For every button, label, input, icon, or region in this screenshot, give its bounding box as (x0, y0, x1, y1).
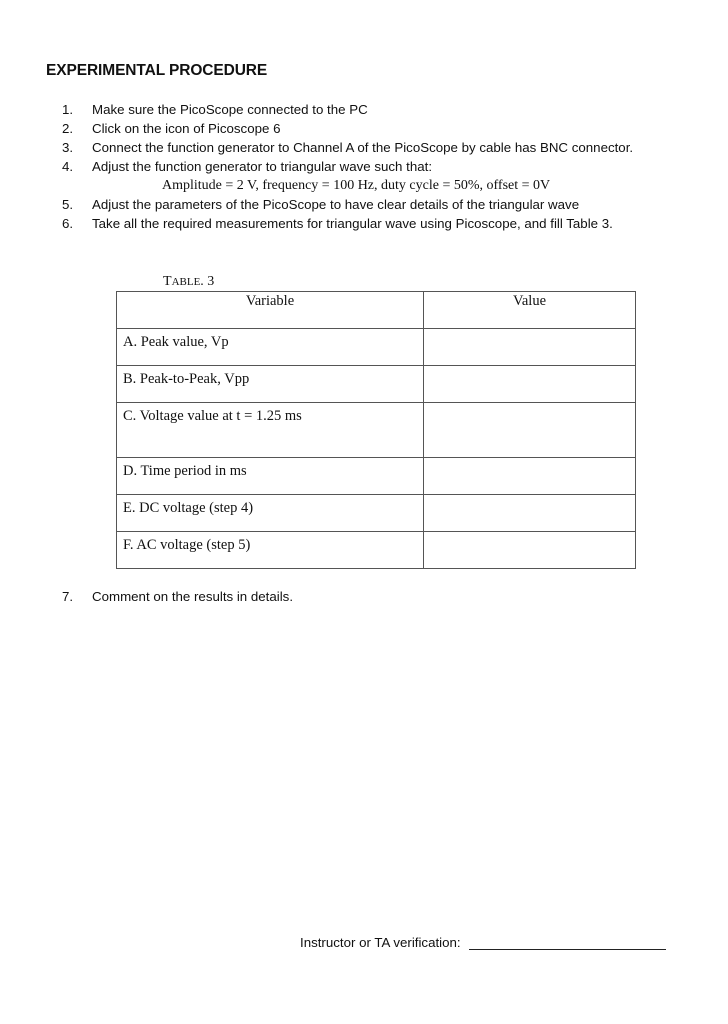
step-number: 5. (62, 197, 74, 212)
step-number: 2. (62, 121, 74, 136)
step-text: Comment on the results in details. (92, 589, 294, 604)
table-row (117, 329, 636, 366)
row-label: A. Peak value, Vp (117, 329, 424, 366)
step-number: 4. (62, 159, 74, 174)
value-cell[interactable] (424, 366, 636, 403)
list-item (62, 100, 702, 119)
step-number: 1. (62, 102, 74, 117)
column-header-value: Value (424, 292, 636, 329)
table-row (117, 458, 636, 495)
table-caption (163, 274, 214, 290)
list-item (62, 138, 702, 157)
caption-number: . 3 (200, 274, 215, 289)
list-item (62, 119, 702, 138)
row-label: C. Voltage value at t = 1.25 ms (117, 403, 424, 458)
table-row (117, 495, 636, 532)
value-cell[interactable] (424, 532, 636, 569)
table-row (117, 532, 636, 569)
section-heading: EXPERIMENTAL PROCEDURE (46, 62, 268, 79)
list-item (62, 195, 702, 214)
list-item (62, 214, 702, 233)
step-text: Take all the required measurements for triangular wave using Picoscope, and fill Table 3. (92, 216, 613, 231)
caption-smallcaps: ABLE (171, 276, 201, 288)
value-cell[interactable] (424, 403, 636, 458)
table-row (117, 366, 636, 403)
row-label: F. AC voltage (step 5) (117, 532, 424, 569)
row-label: E. DC voltage (step 4) (117, 495, 424, 532)
value-cell[interactable] (424, 495, 636, 532)
verification-label: Instructor or TA verification: (300, 935, 461, 950)
row-label: D. Time period in ms (117, 458, 424, 495)
procedure-list (62, 100, 702, 233)
table-header-row (117, 292, 636, 329)
measurement-table (116, 291, 636, 569)
step-number: 7. (62, 589, 74, 604)
signature-line[interactable] (469, 936, 666, 950)
table-row (117, 403, 636, 458)
list-item (62, 157, 702, 176)
step-text: Click on the icon of Picoscope 6 (92, 121, 281, 136)
step-text: Connect the function generator to Channel A of the PicoScope by cable has BNC connector. (92, 140, 634, 155)
value-cell[interactable] (424, 458, 636, 495)
step-text: Make sure the PicoScope connected to the PC (92, 102, 368, 117)
caption-initial: T (163, 274, 172, 289)
list-item (62, 589, 293, 604)
verification-block (300, 935, 666, 950)
formula-line: Amplitude = 2 V, frequency = 100 Hz, duty cycle = 50%, offset = 0V (162, 178, 551, 193)
step-number: 3. (62, 140, 74, 155)
step-number: 6. (62, 216, 74, 231)
value-cell[interactable] (424, 329, 636, 366)
column-header-variable: Variable (117, 292, 424, 329)
row-label: B. Peak-to-Peak, Vpp (117, 366, 424, 403)
step-text: Adjust the parameters of the PicoScope to have clear details of the triangular wave (92, 197, 580, 212)
step-text: Adjust the function generator to triangular wave such that: (92, 159, 433, 174)
